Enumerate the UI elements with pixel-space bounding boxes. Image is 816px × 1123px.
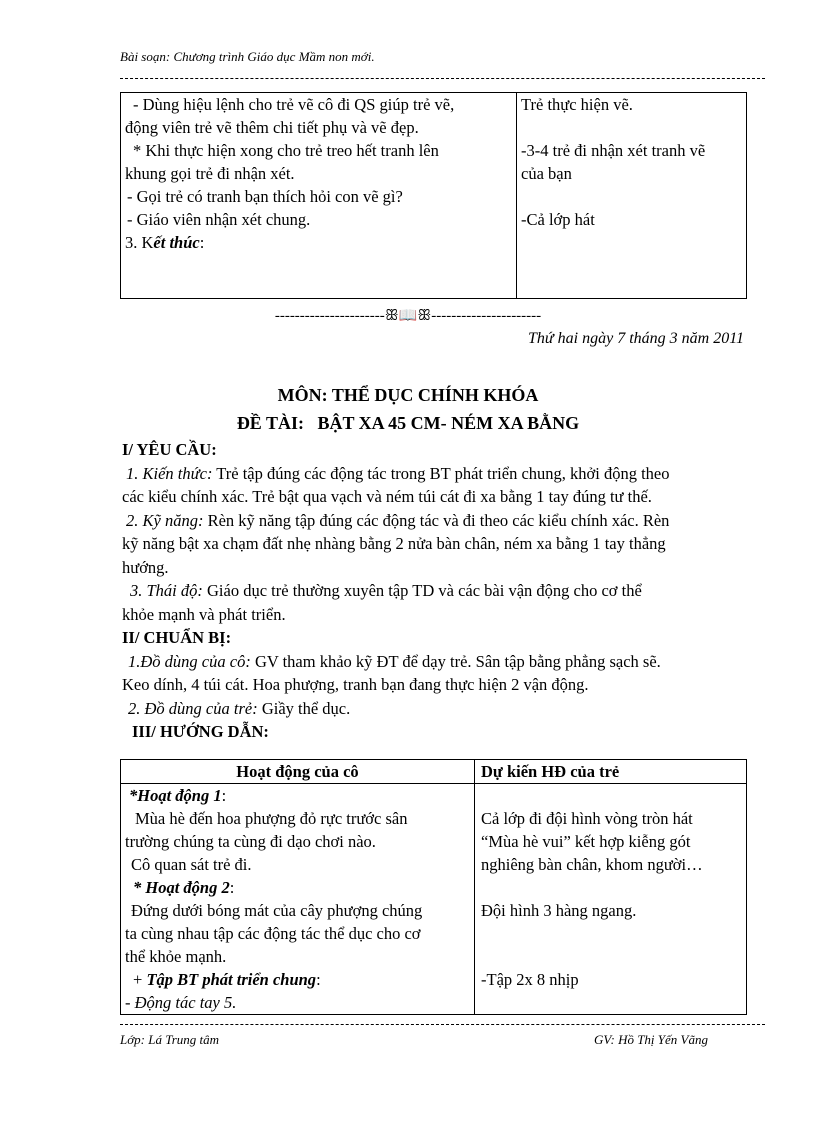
text-line: Trẻ tập đúng các động tác trong BT phát triển chung, khởi động theo: [216, 463, 670, 483]
text-line: Giầy thể dục.: [261, 698, 351, 718]
lesson-date: Thứ hai ngày 7 tháng 3 năm 2011: [528, 330, 744, 347]
text-line: “Mùa hè vui” kết hợp kiễng gót: [481, 832, 691, 851]
end-title: ết thúc: [153, 233, 200, 252]
item-label: 1. Kiến thức:: [126, 463, 213, 483]
spacer: [481, 991, 742, 1014]
text-line: ta cùng nhau tập các động tác thể dục cho cơ: [125, 924, 421, 943]
section-separator: [0, 306, 816, 325]
item-label: 2. Kỹ năng:: [126, 510, 204, 530]
exercise-prefix: +: [133, 970, 147, 989]
exercise-title: Tập BT phát triển chung: [146, 970, 317, 989]
item-label: 3. Thái độ:: [130, 581, 203, 600]
text-line: GV tham khảo kỹ ĐT để dạy trẻ. Sân tập bằng phẳng sạch sẽ.: [254, 651, 661, 671]
footer-rule: [120, 1024, 765, 1025]
text-line: các kiểu chính xác. Trẻ bật qua vạch và ném túi cát đi xa bằng 1 tay đúng tư thế.: [122, 487, 652, 506]
child-activity-cell: [517, 93, 747, 299]
spacer: [521, 185, 742, 208]
footer-teacher: GV: Hồ Thị Yến Vãng: [594, 1032, 708, 1047]
header-rule: [120, 78, 765, 79]
paragraph: [122, 650, 744, 674]
activity-heading: * Hoạt động 2:: [133, 878, 235, 897]
paragraph: [122, 509, 744, 533]
text-line: -Tập 2x 8 nhịp: [481, 970, 579, 989]
activity-table-continued: [120, 92, 747, 299]
text-line: Giáo dục trẻ thường xuyên tập TD và các bài vận động cho cơ thể: [207, 581, 642, 600]
activity-heading: *Hoạt động 1:: [129, 786, 227, 805]
text-line: Cả lớp đi đội hình vòng tròn hát: [481, 809, 693, 828]
teacher-activity-cell: [121, 784, 475, 1015]
separator-dashes-left: ----------------------: [274, 308, 385, 324]
item-label: 1.Đồ dùng của cô:: [128, 651, 251, 671]
text-line: Trẻ thực hiện vẽ.: [521, 95, 633, 114]
paragraph: [122, 697, 744, 721]
text-line: của bạn: [521, 164, 572, 183]
spacer: [481, 876, 742, 899]
text-line: - Động tác tay 5.: [125, 993, 237, 1012]
paragraph: [122, 462, 744, 486]
end-line: [125, 231, 512, 254]
text-line: Keo dính, 4 túi cát. Hoa phượng, tranh bạn đang thực hiện 2 vận động.: [122, 675, 589, 694]
text-line: Đứng dưới bóng mát của cây phượng chúng: [131, 901, 423, 920]
footer-class: Lớp: Lá Trung tâm: [120, 1032, 220, 1047]
text-line: khỏe mạnh và phát triển.: [122, 604, 286, 624]
paragraph: [122, 579, 744, 603]
text-line: Cô quan sát trẻ đi.: [131, 855, 252, 874]
activity-table: [120, 759, 747, 1015]
topic-title: ĐỀ TÀI: BẬT XA 45 CM- NÉM XA BẰNG: [236, 413, 580, 433]
text-line: - Gọi trẻ có tranh bạn thích hỏi con vẽ gì?: [127, 187, 403, 206]
text-line: - Dùng hiệu lệnh cho trẻ vẽ cô đi QS giúp trẻ vẽ,: [133, 95, 455, 114]
child-activity-cell: [475, 784, 747, 1015]
end-suffix: :: [199, 233, 205, 252]
book-ornament-icon: ꕥ📖ꕥ: [384, 306, 432, 324]
text-line: - Giáo viên nhận xét chung.: [127, 210, 311, 229]
text-line: * Khi thực hiện xong cho trẻ treo hết tranh lên: [133, 141, 439, 160]
spacer: [521, 116, 742, 139]
spacer: [481, 784, 742, 807]
text-line: Mùa hè đến hoa phượng đỏ rực trước sân: [135, 809, 408, 828]
text-line: -Cả lớp hát: [521, 210, 595, 229]
text-line: Rèn kỹ năng tập đúng các động tác và đi theo các kiểu chính xác. Rèn: [207, 510, 670, 530]
section-heading: I/ YÊU CẦU:: [122, 440, 217, 459]
end-prefix: 3. K: [125, 233, 154, 252]
text-line: -3-4 trẻ đi nhận xét tranh vẽ: [521, 141, 706, 160]
column-header-teacher: Hoạt động của cô: [121, 760, 475, 784]
text-line: Đội hình 3 hàng ngang.: [481, 901, 637, 920]
column-header-child: Dự kiến HĐ của trẻ: [475, 760, 747, 784]
spacer: [481, 922, 742, 945]
text-line: nghiêng bàn chân, khom người…: [481, 855, 703, 874]
section-heading: III/ HƯỚNG DẪN:: [132, 722, 269, 741]
lesson-body: [122, 438, 744, 744]
exercise-heading: + Tập BT phát triển chung:: [133, 970, 321, 989]
text-line: khung gọi trẻ đi nhận xét.: [125, 164, 295, 183]
text-line: hướng.: [122, 557, 169, 577]
separator-dashes-right: ----------------------: [431, 308, 542, 324]
text-line: động viên trẻ vẽ thêm chi tiết phụ và vẽ đẹp.: [125, 118, 419, 137]
page-header: Bài soạn: Chương trình Giáo dục Mầm non mới.: [120, 49, 375, 64]
activity-title: * Hoạt động 2: [133, 878, 230, 897]
spacer: [481, 945, 742, 968]
text-line: trường chúng ta cùng đi dạo chơi nào.: [125, 832, 376, 851]
item-label: 2. Đồ dùng của trẻ:: [128, 698, 258, 718]
text-line: kỹ năng bật xa chạm đất nhẹ nhàng bằng 2 nửa bàn chân, ném xa bằng 1 tay thẳng: [122, 534, 666, 553]
section-heading: II/ CHUẨN BỊ:: [122, 628, 232, 647]
subject-title: MÔN: THỂ DỤC CHÍNH KHÓA: [277, 385, 539, 405]
teacher-activity-cell: [121, 93, 517, 299]
text-line: thể khỏe mạnh.: [125, 947, 227, 966]
activity-title: *Hoạt động 1: [129, 786, 222, 805]
